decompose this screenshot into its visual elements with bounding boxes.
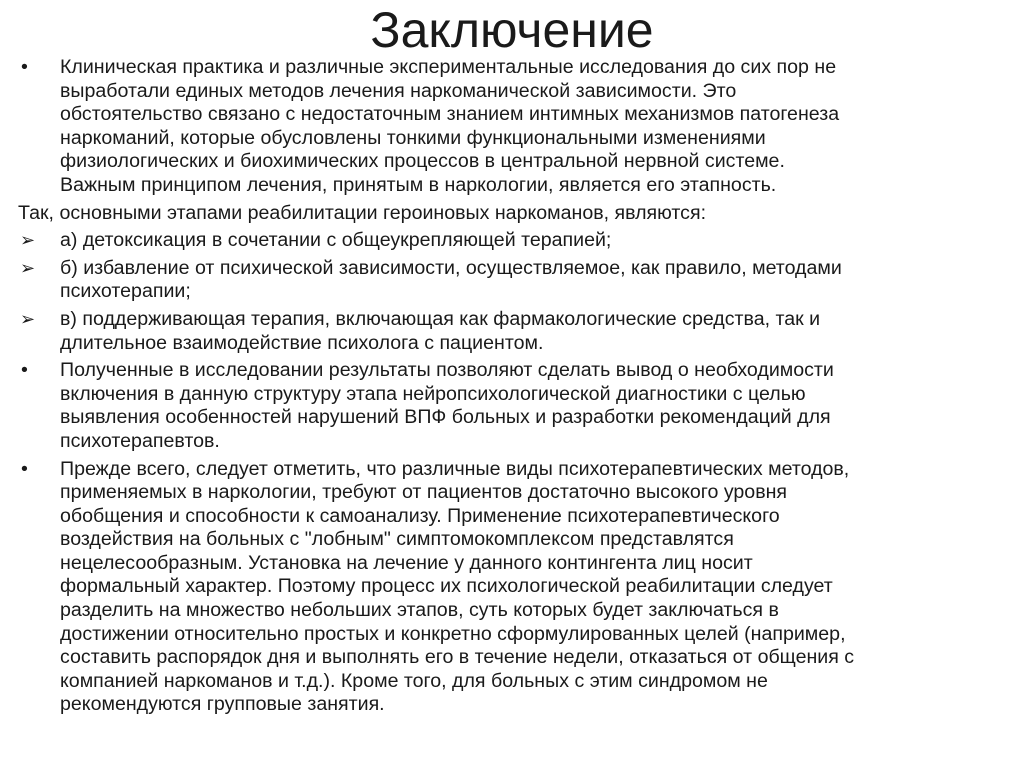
arrow-bullet-item: [18, 257, 1008, 304]
bullet-dot-icon: •: [21, 457, 28, 480]
text-line: Прежде всего, следует отметить, что различные виды психотерапевтических методов,: [60, 457, 850, 480]
text-line: а) детоксикация в сочетании с общеукрепляющей терапией;: [60, 229, 612, 252]
text-line: выявления особенностей нарушений ВПФ больных и разработки рекомендаций для: [60, 406, 831, 429]
text-line: Так, основными этапами реабилитации героиновых наркоманов, являются:: [18, 201, 707, 224]
text-line: длительное взаимодействие психолога с пациентом.: [60, 331, 544, 354]
text-line: Полученные в исследовании результаты позволяют сделать вывод о необходимости: [60, 359, 834, 382]
text-line: достижении относительно простых и конкретно сформулированных целей (например,: [60, 622, 846, 645]
bullet-item: [18, 359, 1008, 453]
text-line: физиологических и биохимических процессов в центральной нервной системе.: [60, 150, 785, 173]
text-line: в) поддерживающая терапия, включающая как фармакологические средства, так и: [60, 307, 821, 330]
text-line: психотерапии;: [60, 280, 191, 303]
text-line: нецелесообразным. Установка на лечение у данного контингента лиц носит: [60, 551, 753, 574]
text-line: формальный характер. Поэтому процесс их психологической реабилитации следует: [60, 575, 833, 598]
text-line: выработали единых методов лечения наркоманической зависимости. Это: [60, 79, 737, 102]
arrow-bullet-item: [18, 308, 1008, 355]
slide-title: Заключение: [370, 2, 654, 58]
text-line: компанией наркоманов и т.д.). Кроме того, для больных с этим синдромом не: [60, 669, 768, 692]
text-line: составить распорядок дня и выполнять его в течение недели, отказаться от общения с: [60, 646, 855, 669]
text-line: рекомендуются групповые занятия.: [60, 693, 385, 716]
bullet-dot-icon: •: [21, 56, 28, 78]
text-line: применяемых в наркологии, требуют от пациентов достаточно высокого уровня: [60, 481, 788, 504]
text-line: б) избавление от психической зависимости, осуществляемое, как правило, методами: [60, 256, 842, 279]
arrow-bullet-icon: ➢: [20, 230, 36, 251]
bullet-dot-icon: •: [21, 359, 28, 382]
text-line: Клиническая практика и различные экспериментальные исследования до сих пор не: [60, 56, 837, 78]
text-line: психотерапевтов.: [60, 429, 220, 452]
arrow-bullet-icon: ➢: [20, 308, 36, 329]
text-line: наркоманий, которые обусловлены тонкими функциональными изменениями: [60, 126, 766, 149]
slide-content: [18, 56, 1008, 721]
text-line: обобщения и способности к самоанализу. Применение психотерапевтического: [60, 504, 780, 527]
text-line: воздействия на больных с "лобным" симптомокомплексом представлятся: [60, 528, 734, 551]
text-line: обстоятельство связано с недостаточным знанием интимных механизмов патогенеза: [60, 103, 840, 126]
text-line: включения в данную структуру этапа нейропсихологической диагностики с целью: [60, 382, 806, 405]
bullet-item: [18, 458, 1008, 718]
paragraph-item: [18, 202, 1008, 226]
text-line: Важным принципом лечения, принятым в наркологии, является его этапность.: [60, 173, 777, 196]
bullet-item: [18, 56, 1008, 198]
text-line: разделить на множество небольших этапов, суть которых будет заключаться в: [60, 599, 779, 622]
arrow-bullet-icon: ➢: [20, 257, 36, 278]
arrow-bullet-item: [18, 229, 1008, 253]
